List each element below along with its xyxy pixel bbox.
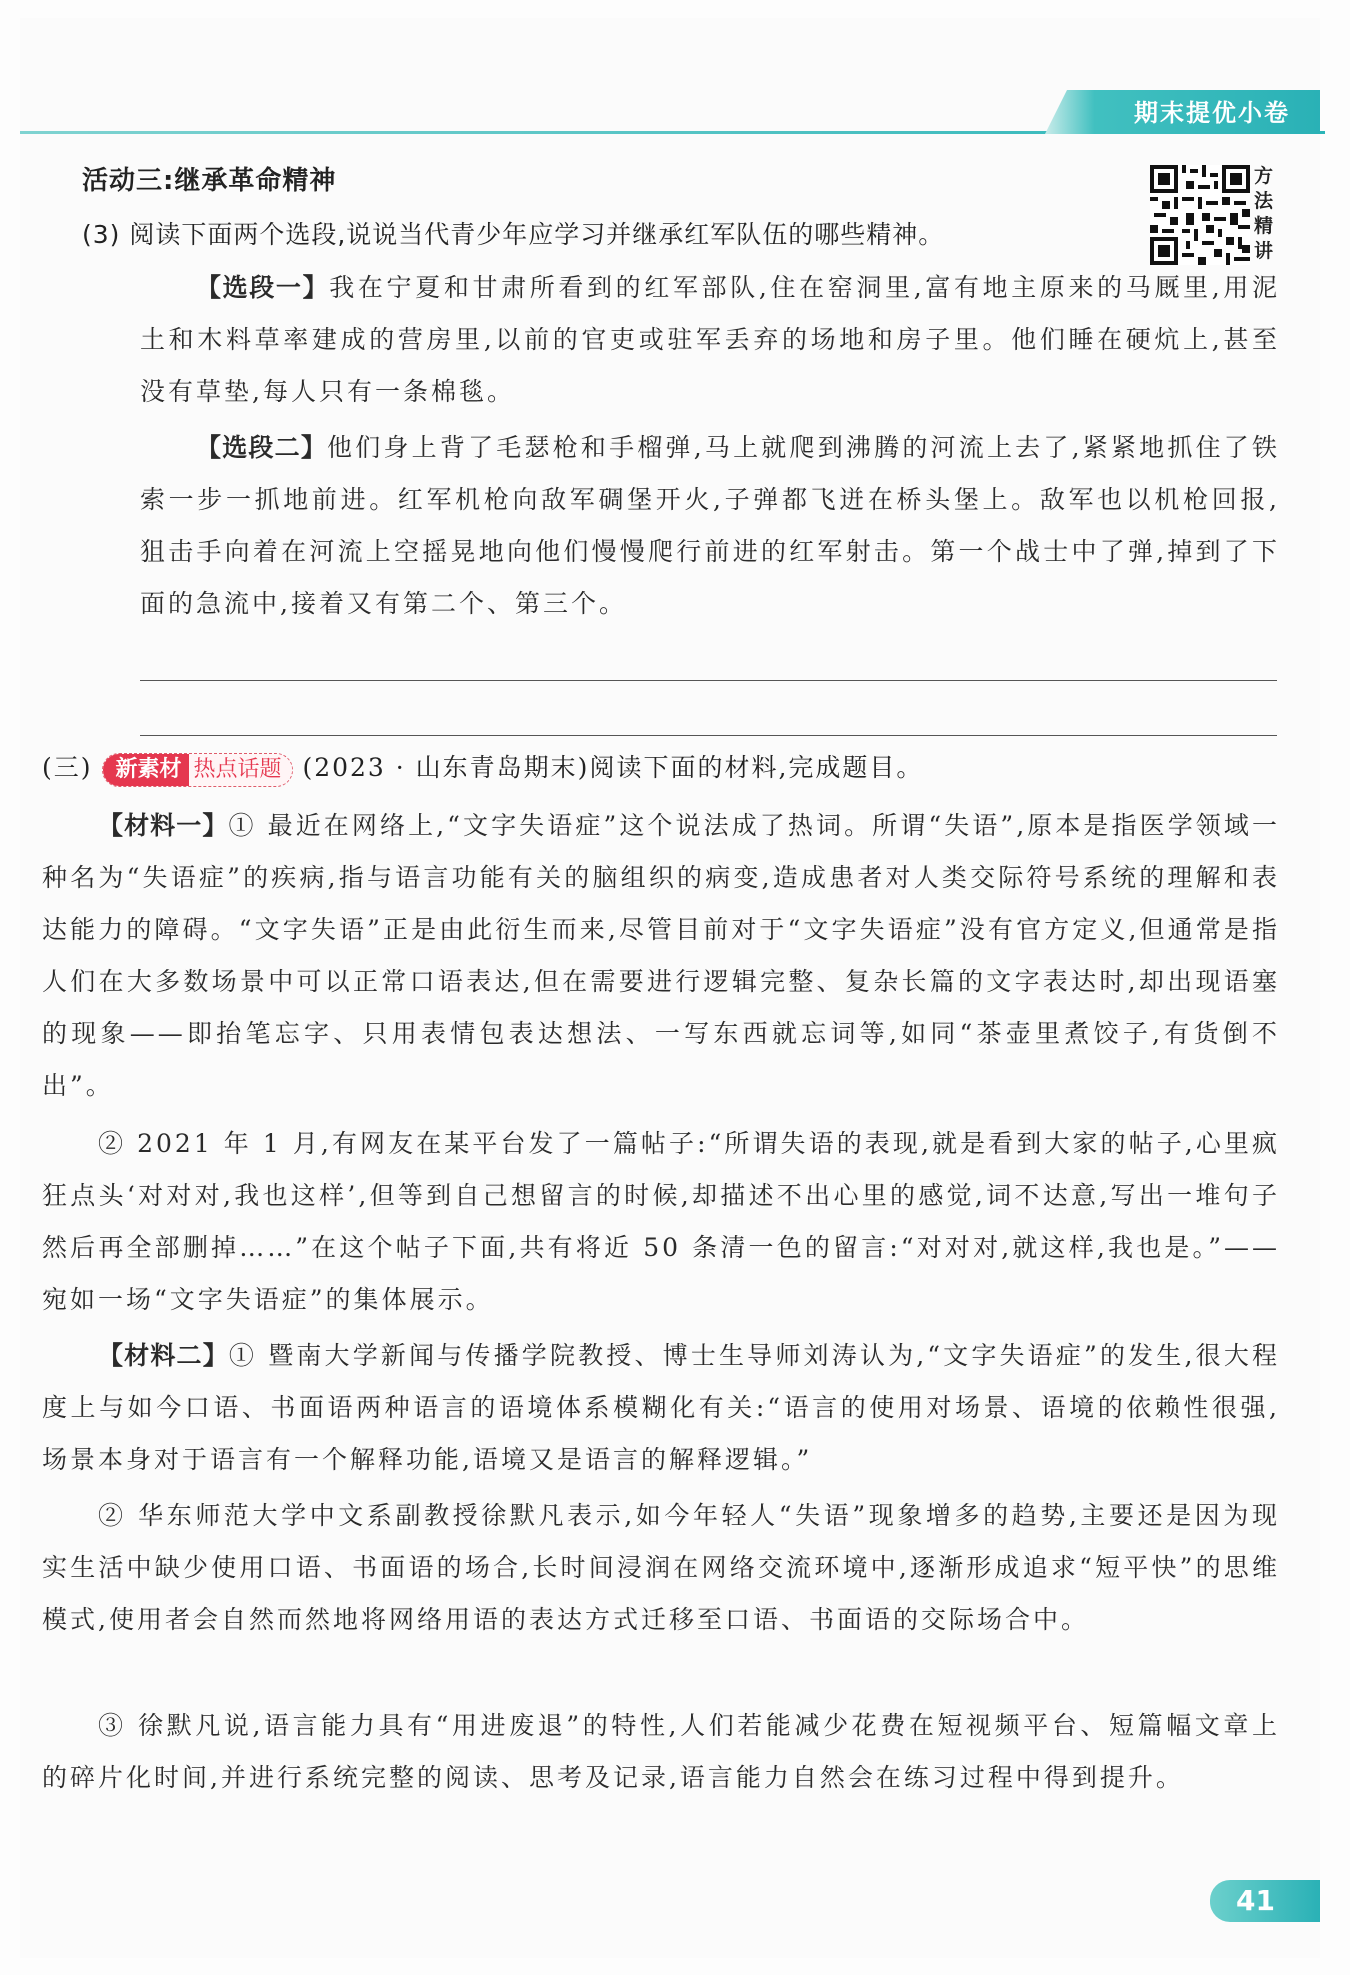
material-1-p1-text: ① 最近在网络上,“文字失语症”这个说法成了热词。所谓“失语”,原本是指医学领域一种名为“失语症”的疾病,指与语言功能有关的脑组织的病变,造成患者对人类交际符号系统的理解和表达能力的障碍。“文字失语”正是由此衍生而来,尽管目前对于“文字失语症”没有官方定义,但通常是指人们在大多数场景中可以正常口语表达,但在需要进行逻辑完整、复杂长篇的文字表达时,却出现语塞的现象——即抬笔忘字、只用表情包表达想法、一写东西就忘词等,如同“茶壶里煮饺子,有货倒不出”。 [42,811,1280,1100]
excerpt-1 [140,262,1280,418]
header-tab-label: 期末提优小卷 [1134,99,1290,127]
excerpt-2-text: 他们身上背了毛瑟枪和手榴弹,马上就爬到沸腾的河流上去了,紧紧地抓住了铁索一步一抓地前进。红军机枪向敌军碉堡开火,子弹都飞迸在桥头堡上。敌军也以机枪回报,狙击手向着在河流上空摇晃地向他们慢慢爬行前进的红军射击。第一个战士中了弹,掉到了下面的急流中,接着又有第二个、第三个。 [140,433,1280,618]
material-1-tag: 【材料一】 [98,811,229,840]
material-2-p1 [42,1330,1280,1486]
qr-label-char: 法 [1254,190,1274,212]
material-1-p1 [42,800,1280,1112]
badge-new-material: 新素材 [103,754,189,786]
qr-label [1254,164,1280,264]
excerpt-1-tag: 【选段一】 [196,273,330,302]
page-number: 41 [1210,1880,1320,1922]
section-3-source: (2023 · 山东青岛期末) [302,753,590,782]
material-2-p3: ③ 徐默凡说,语言能力具有“用进废退”的特性,人们若能减少花费在短视频平台、短篇幅文章上的碎片化时间,并进行系统完整的阅读、思考及记录,语言能力自然会在练习过程中得到提升。 [42,1711,1280,1792]
answer-line-2[interactable] [140,735,1277,736]
material-2-p1-text: ① 暨南大学新闻与传播学院教授、博士生导师刘涛认为,“文字失语症”的发生,很大程度上与如今口语、书面语两种语言的语境体系模糊化有关:“语言的使用对场景、语境的依赖性很强,场景本身对于语言有一个解释功能,语境又是语言的解释逻辑。” [42,1341,1280,1474]
section-3-instruction: 阅读下面的材料,完成题目。 [589,753,924,782]
answer-line-1[interactable] [140,680,1277,681]
question-3: (3) 阅读下面两个选段,说说当代青少年应学习并继承红军队伍的哪些精神。 [82,220,945,249]
badge-hot-topic: 热点话题 [189,754,291,786]
section-3-header [42,748,923,788]
qr-label-char: 讲 [1254,240,1274,262]
qr-label-char: 方 [1254,165,1274,187]
qr-label-char: 精 [1254,215,1274,237]
excerpt-1-text: 我在宁夏和甘肃所看到的红军部队,住在窑洞里,富有地主原来的马厩里,用泥土和木料草率建成的营房里,以前的官吏或驻军丢弃的场地和房子里。他们睡在硬炕上,甚至没有草垫,每人只有一条棉毯。 [140,273,1280,406]
section-3-number: (三) [42,753,93,782]
excerpt-2-tag: 【选段二】 [196,433,328,462]
activity-title: 活动三:继承革命精神 [82,166,337,196]
topic-badge [102,753,292,787]
excerpt-2 [140,422,1280,630]
material-2-p2: ② 华东师范大学中文系副教授徐默凡表示,如今年轻人“失语”现象增多的趋势,主要还是因为现实生活中缺少使用口语、书面语的场合,长时间浸润在网络交流环境中,逐渐形成追求“短平快”的思维模式,使用者会自然而然地将网络用语的表达方式迁移至口语、书面语的交际场合中。 [42,1501,1280,1634]
material-1-p2: ② 2021 年 1 月,有网友在某平台发了一篇帖子:“所谓失语的表现,就是看到大家的帖子,心里疯狂点头‘对对对,我也这样’,但等到自己想留言的时候,却描述不出心里的感觉,词不达意,写出一堆句子然后再全部删掉……”在这个帖子下面,共有将近 50 条清一色的留言:“对对对,就这样,我也是。”——宛如一场“文字失语症”的集体展示。 [42,1129,1280,1314]
material-2-tag: 【材料二】 [98,1341,229,1370]
qr-code-icon[interactable] [1150,165,1250,265]
